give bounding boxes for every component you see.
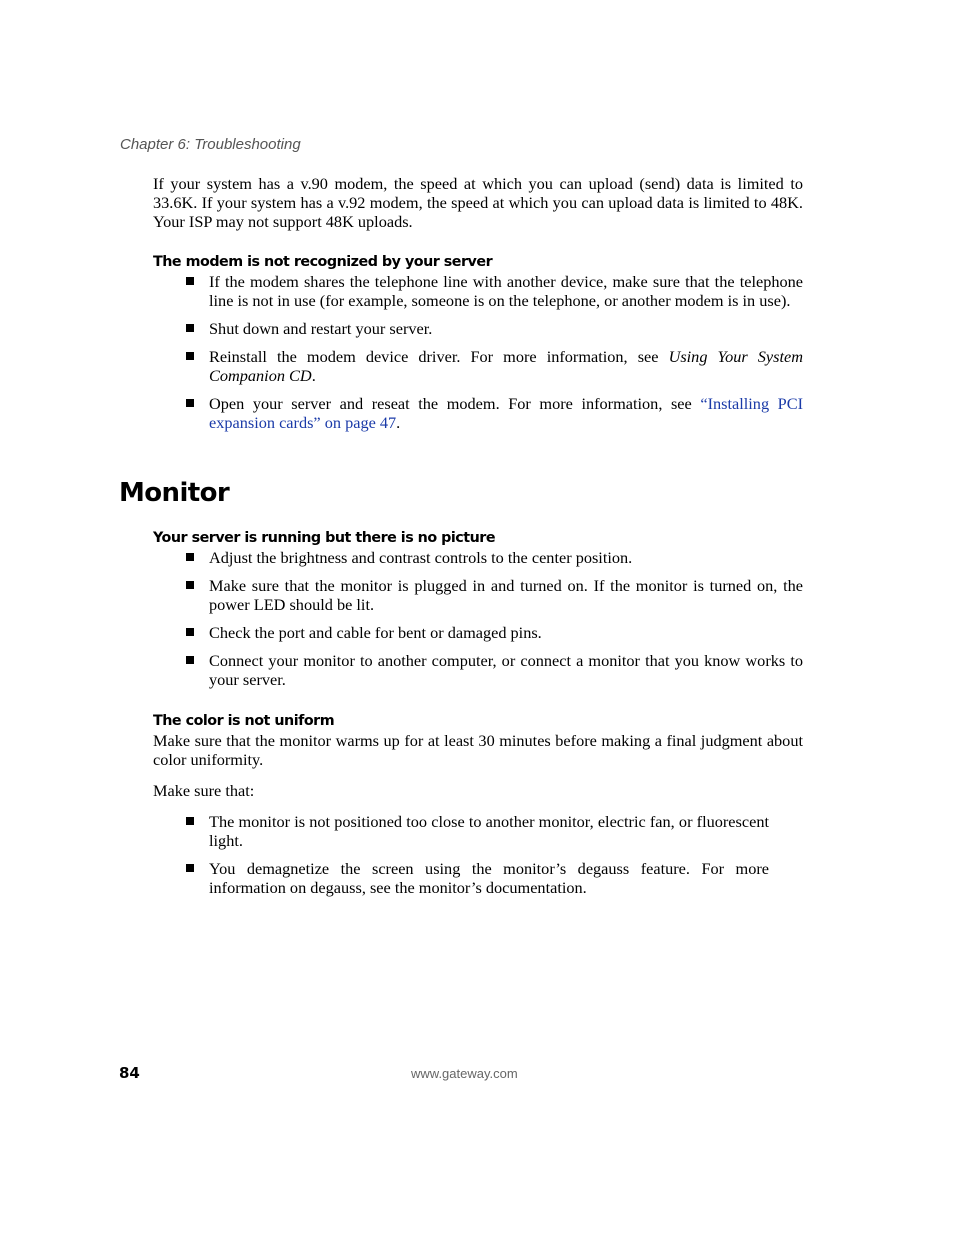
- list-item: [153, 651, 803, 689]
- list-item-text: The monitor is not positioned too close to another monitor, electric fan, or fluorescent light.: [209, 812, 769, 850]
- square-bullet-icon: [186, 277, 194, 285]
- color-paragraph: Make sure that the monitor warms up for at least 30 minutes before making a final judgment about color uniformity.: [153, 731, 803, 769]
- list-item: [153, 319, 803, 338]
- color-block: [153, 712, 803, 897]
- color-bullet-list: [153, 812, 769, 897]
- intro-paragraph: If your system has a v.90 modem, the speed at which you can upload (send) data is limited to 33.6K. If your system has a v.92 modem, the speed at which you can upload data is limited to 48K. Your ISP may not support 48K uploads.: [153, 174, 803, 231]
- list-item: [153, 859, 769, 897]
- list-item-text: If the modem shares the telephone line with another device, make sure that the telephone line is not in use (for example, someone is on the telephone, or another modem is in use).: [209, 272, 803, 310]
- modem-block: [153, 174, 803, 432]
- list-item-text-end: .: [311, 366, 316, 385]
- square-bullet-icon: [186, 553, 194, 561]
- list-item-text: Make sure that the monitor is plugged in and turned on. If the monitor is turned on, the power LED should be lit.: [209, 576, 803, 614]
- no-picture-bullet-list: [153, 548, 803, 689]
- square-bullet-icon: [186, 324, 194, 332]
- list-item-text: You demagnetize the screen using the monitor’s degauss feature. For more information on degauss, see the monitor’s documentation.: [209, 859, 769, 897]
- no-picture-block: [153, 529, 803, 689]
- footer-url: www.gateway.com: [411, 1066, 518, 1081]
- square-bullet-icon: [186, 628, 194, 636]
- list-item-text: Reinstall the modem device driver. For more information, see: [209, 347, 669, 366]
- list-item: [153, 394, 803, 432]
- running-head: Chapter 6: Troubleshooting: [120, 136, 301, 153]
- list-item-text: Connect your monitor to another computer, or connect a monitor that you know works to your server.: [209, 651, 803, 689]
- modem-not-recognized-heading: The modem is not recognized by your server: [153, 254, 493, 270]
- square-bullet-icon: [186, 581, 194, 589]
- square-bullet-icon: [186, 817, 194, 825]
- square-bullet-icon: [186, 864, 194, 872]
- list-item-text: Open your server and reseat the modem. For more information, see: [209, 394, 701, 413]
- monitor-section-title: Monitor: [119, 478, 230, 508]
- companion-cd-title: Using Your System Companion CD: [209, 347, 803, 385]
- list-item-text: Adjust the brightness and contrast controls to the center position.: [209, 548, 633, 567]
- no-picture-heading: Your server is running but there is no picture: [153, 530, 496, 546]
- list-item: [153, 812, 769, 850]
- make-sure-lead: Make sure that:: [153, 781, 255, 800]
- color-not-uniform-heading: The color is not uniform: [153, 713, 335, 729]
- list-item: [153, 576, 803, 614]
- modem-bullet-list: [153, 272, 803, 432]
- installing-pci-link[interactable]: “Installing PCI expansion cards” on page 47: [209, 394, 804, 432]
- square-bullet-icon: [186, 352, 194, 360]
- list-item: [153, 347, 803, 385]
- list-item-text: Check the port and cable for bent or damaged pins.: [209, 623, 542, 642]
- list-item: [153, 623, 803, 642]
- list-item-text-end: .: [396, 413, 401, 432]
- list-item: [153, 548, 803, 567]
- square-bullet-icon: [186, 399, 194, 407]
- page-number: 84: [119, 1064, 140, 1082]
- square-bullet-icon: [186, 656, 194, 664]
- list-item-text: Shut down and restart your server.: [209, 319, 433, 338]
- list-item: [153, 272, 803, 310]
